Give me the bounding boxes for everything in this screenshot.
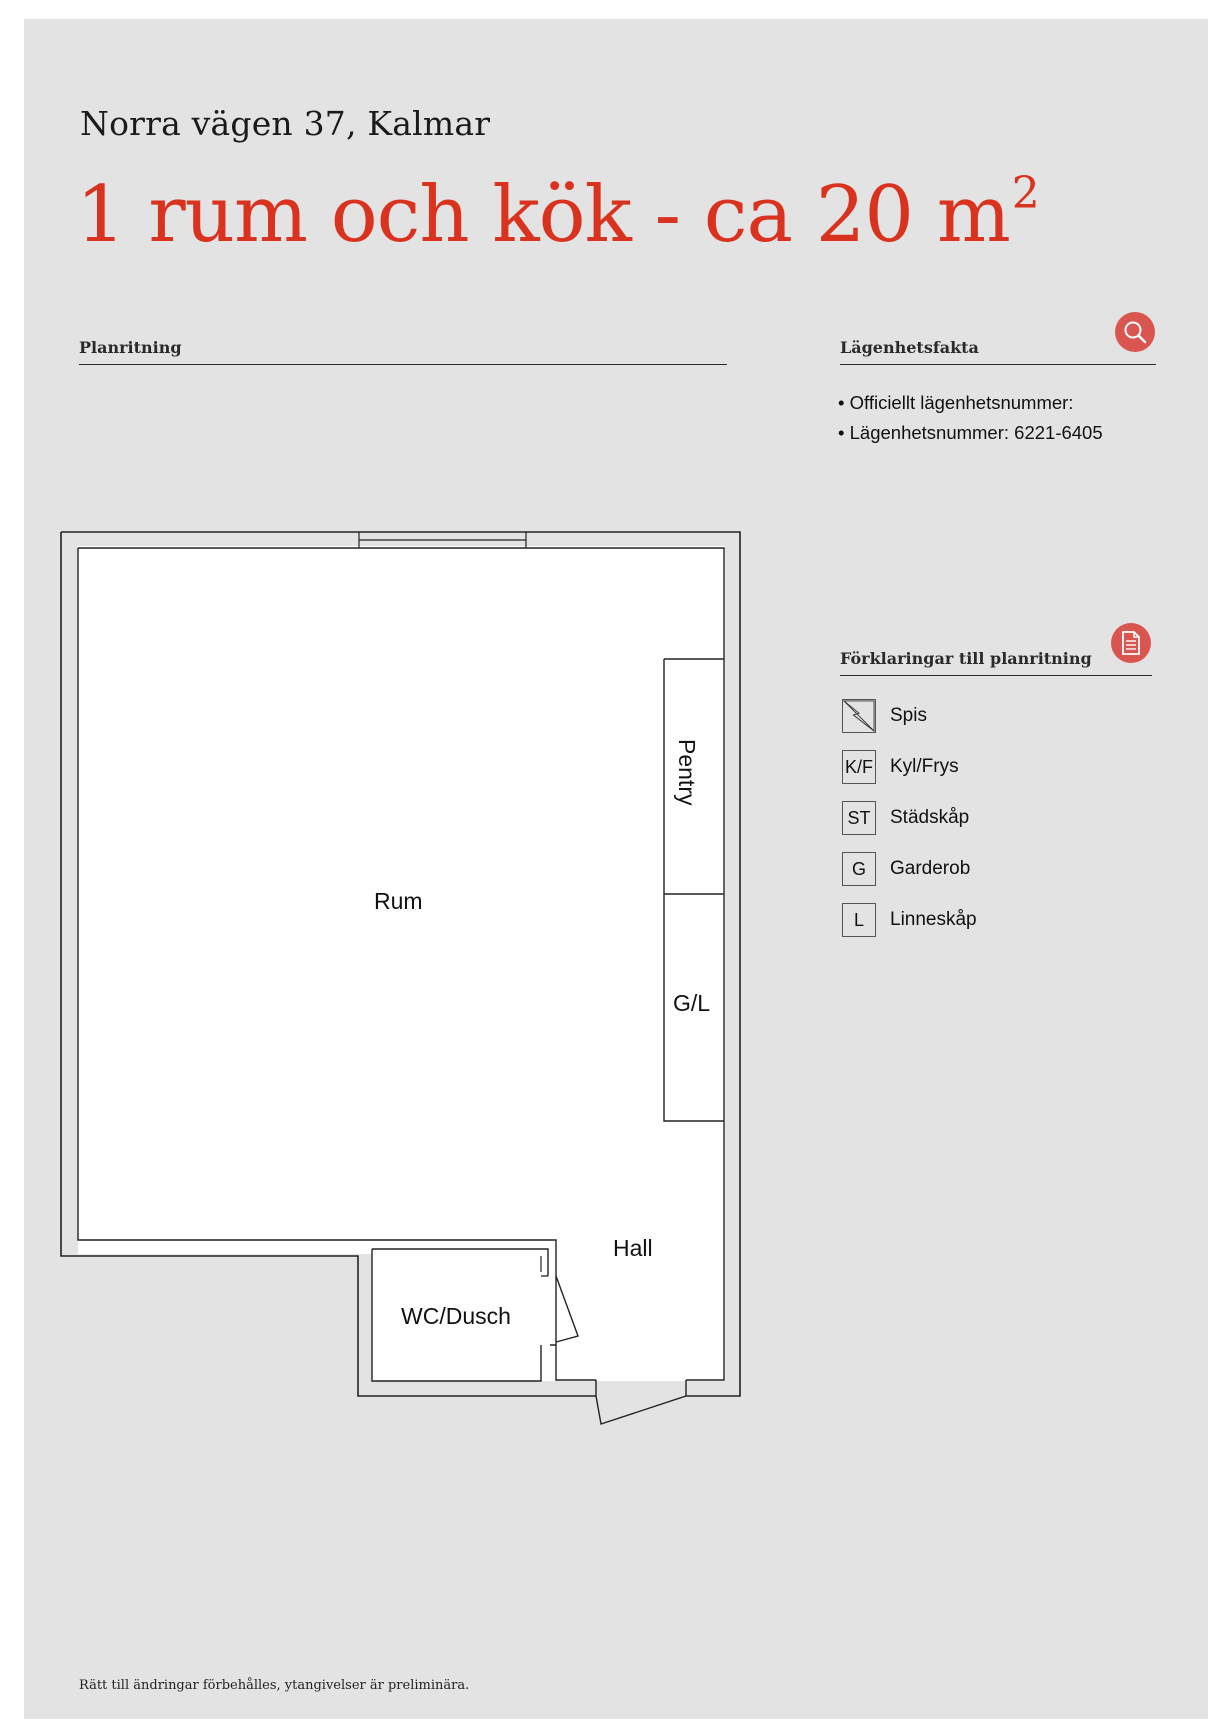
plan-section-title: Planritning — [79, 338, 182, 357]
fact-item: • Officiellt lägenhetsnummer: — [838, 388, 1103, 418]
legend-label: Garderob — [890, 858, 971, 879]
room-label-wc: WC/Dusch — [401, 1303, 511, 1329]
headline-text: 1 rum och kök - ca 20 m — [76, 170, 1010, 260]
facts-section-title: Lägenhetsfakta — [840, 338, 979, 357]
room-label-pentry — [645, 739, 700, 829]
room-label-hall: Hall — [613, 1235, 653, 1261]
legend-symbol: G — [842, 852, 876, 886]
legend-symbol: K/F — [842, 750, 876, 784]
legend-section-title: Förklaringar till planritning — [840, 649, 1092, 668]
legend-label: Städskåp — [890, 807, 970, 828]
fact-item: • Lägenhetsnummer: 6221-6405 — [838, 418, 1103, 448]
room-label-gl: G/L — [673, 990, 711, 1016]
pentry-text: Pentry — [674, 739, 700, 806]
property-address: Norra vägen 37, Kalmar — [80, 104, 491, 143]
legend-symbol: ST — [842, 801, 876, 835]
disclaimer-note: Rätt till ändringar förbehålles, ytangivelser är preliminära. — [79, 1678, 470, 1693]
legend-label: Linneskåp — [890, 909, 977, 930]
room-label-rum: Rum — [374, 888, 423, 914]
legend-symbol: L — [842, 903, 876, 937]
legend-label: Spis — [890, 705, 927, 726]
headline-superscript: 2 — [1011, 168, 1039, 219]
legend-label: Kyl/Frys — [890, 756, 959, 777]
